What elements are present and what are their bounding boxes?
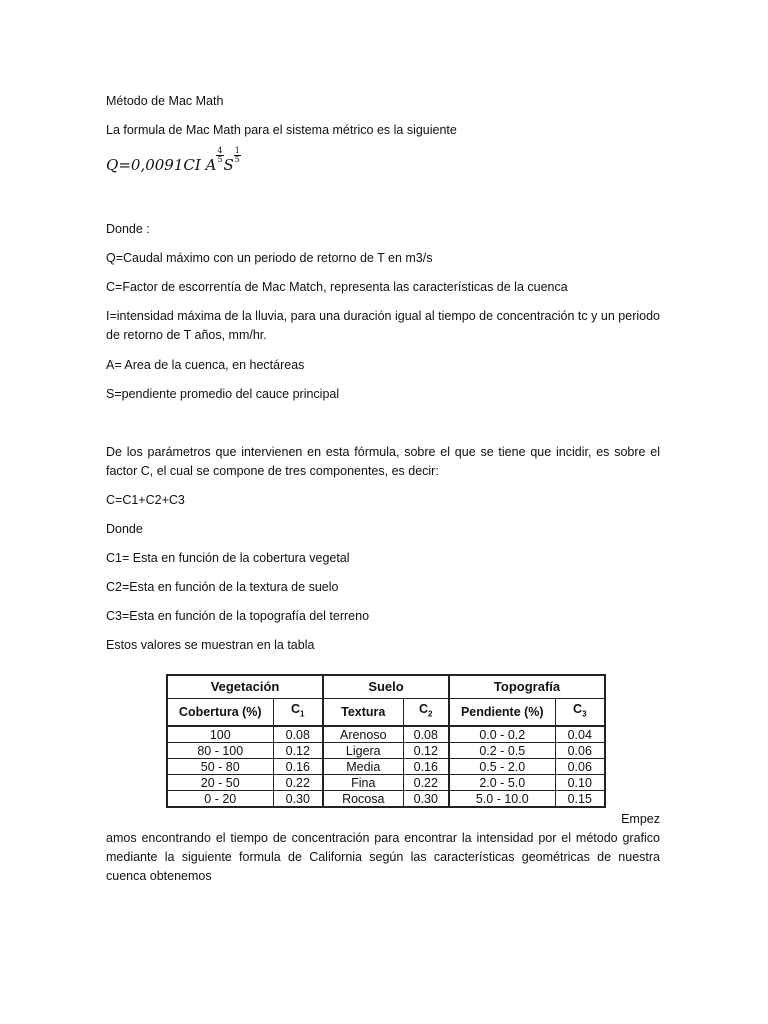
closing-paragraph: amos encontrando el tiempo de concentración para encontrar la intensidad por el método grafico mediante la siguiente formula de California según las características geométricas de nuestra cuenca obtenemos: [106, 831, 660, 883]
table-row: 0 - 20 0.30 Rocosa 0.30 5.0 - 10.0 0.15: [167, 791, 605, 808]
exponent-a: $\frac{4}{5}$: [217, 146, 223, 164]
group-vegetacion: Vegetación: [167, 675, 323, 699]
values-table: [166, 674, 606, 808]
table-row: 20 - 50 0.22 Fina 0.22 2.0 - 5.0 0.10: [167, 775, 605, 791]
definition-c2: C2=Esta en función de la textura de suelo: [106, 580, 339, 594]
table-row: 80 - 100 0.12 Ligera 0.12 0.2 - 0.5 0.06: [167, 743, 605, 759]
exponent-s: $\frac{1}{5}$: [234, 146, 240, 164]
definition-i: I=intensidad máxima de la lluvia, para una duración igual al tiempo de concentración tc y un periodo de retorno de T años, mm/hr.: [106, 309, 660, 342]
definition-c3: C3=Esta en función de la topografía del terreno: [106, 609, 370, 623]
formula-equals: =: [118, 156, 131, 174]
formula-s: S: [223, 156, 234, 174]
table-intro: Estos valores se muestran en la tabla: [106, 638, 315, 652]
section-heading: Método de Mac Math: [106, 94, 224, 108]
header-pendiente: Pendiente (%): [449, 699, 555, 727]
header-cobertura: Cobertura (%): [167, 699, 273, 727]
table-row: 100 0.08 Arenoso 0.08 0.0 - 0.2 0.04: [167, 726, 605, 743]
definition-c: C=Factor de escorrentía de Mac Match, representa las características de la cuenca: [106, 280, 568, 294]
header-textura: Textura: [323, 699, 403, 727]
coefficient-table: [166, 674, 604, 809]
mac-math-formula: [106, 146, 241, 180]
table-row: 50 - 80 0.16 Media 0.16 0.5 - 2.0 0.06: [167, 759, 605, 775]
definition-c1: C1= Esta en función de la cobertura vegetal: [106, 551, 350, 565]
formula-intro: La formula de Mac Math para el sistema métrico es la siguiente: [106, 123, 457, 137]
formula-coefficient: 0,0091: [130, 156, 184, 174]
c-sum-formula: C=C1+C2+C3: [106, 493, 185, 507]
group-topografia: Topografía: [449, 675, 605, 699]
header-c1: $C_1$: [273, 699, 323, 727]
definition-q: Q=Caudal máximo con un periodo de retorno de T en m3/s: [106, 251, 433, 265]
formula-lhs: Q: [106, 156, 119, 174]
empez-fragment: Empez: [621, 812, 660, 826]
definition-a: A= Area de la cuenca, en hectáreas: [106, 358, 305, 372]
donde-label-2: Donde: [106, 522, 143, 536]
header-c2: $C_2$: [403, 699, 449, 727]
formula-variables: CI A: [183, 156, 217, 174]
document-page: [106, 0, 660, 1024]
parameters-paragraph: De los parámetros que intervienen en esta fórmula, sobre el que se tiene que incidir, es sobre el factor C, el cual se compone de tres componentes, es decir:: [106, 445, 660, 478]
donde-label: Donde :: [106, 222, 150, 236]
group-suelo: Suelo: [323, 675, 449, 699]
header-c3: $C_3$: [555, 699, 605, 727]
definition-s: S=pendiente promedio del cauce principal: [106, 387, 340, 401]
